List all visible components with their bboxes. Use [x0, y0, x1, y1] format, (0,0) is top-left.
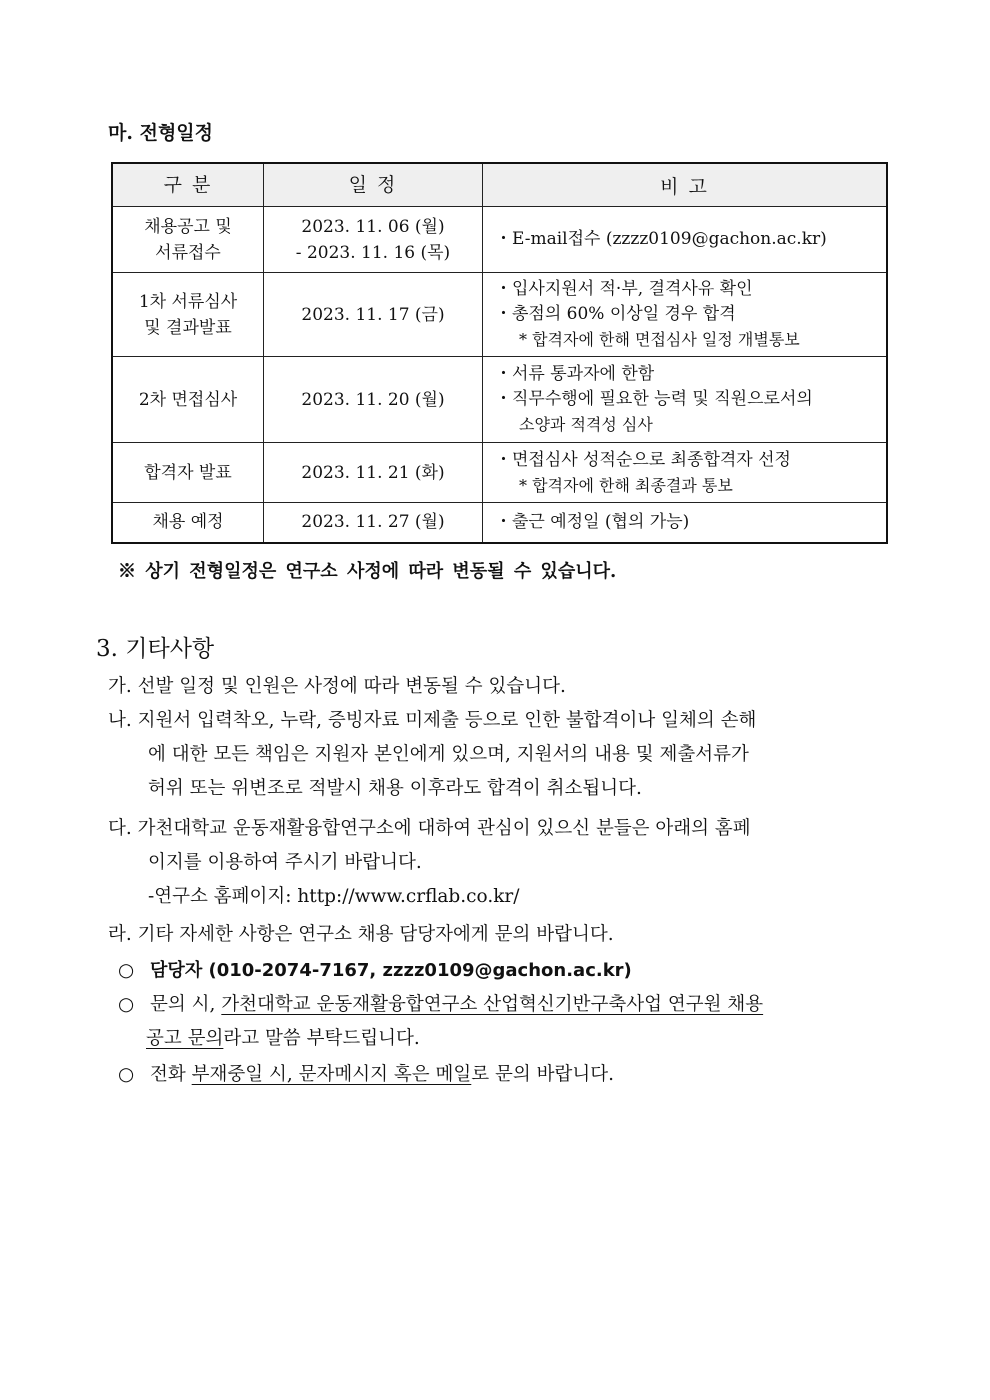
item-ga: 가. 선발 일정 및 인원은 사정에 따라 변동될 수 있습니다. [108, 676, 566, 697]
date-line: 2023. 11. 17 (금) [301, 304, 445, 325]
date-line: - 2023. 11. 16 (목) [295, 242, 451, 263]
item-na-line: 허위 또는 위변조로 적발시 채용 이후라도 합격이 취소됩니다. [148, 778, 642, 799]
header-stage: 구 분 [112, 163, 264, 207]
stage-cell [112, 273, 264, 357]
table-row [112, 357, 887, 443]
date-cell [264, 273, 483, 357]
note-line: ・면접심사 성적순으로 최종합격자 선정 [495, 449, 791, 470]
inquiry-underlined-2: 공고 문의 [146, 1028, 224, 1049]
table-row [112, 503, 887, 543]
stage-line: 서류접수 [155, 242, 221, 263]
stage-cell [112, 443, 264, 503]
stage-cell [112, 207, 264, 273]
circle-bullet-icon: ○ [118, 1064, 135, 1085]
table-row [112, 273, 887, 357]
circle-bullet-icon: ○ [118, 960, 135, 981]
note-line: ・서류 통과자에 한함 [495, 364, 655, 384]
date-line: 2023. 11. 20 (월) [301, 389, 445, 410]
table-header-row [112, 163, 887, 207]
stage-cell [112, 503, 264, 543]
item-na [108, 704, 898, 806]
date-cell [264, 207, 483, 273]
schedule-table [111, 162, 888, 544]
stage-line: 합격자 발표 [144, 462, 232, 483]
phone-bullet [118, 1058, 898, 1092]
schedule-note: ※ 상기 전형일정은 연구소 사정에 따라 변동될 수 있습니다. [118, 561, 617, 582]
stage-cell [112, 357, 264, 443]
item-na-line: 나. 지원서 입력착오, 누락, 증빙자료 미제출 등으로 인한 불합격이나 일체의 손해 [108, 710, 757, 731]
note-line: ・출근 예정일 (협의 가능) [495, 511, 690, 532]
date-cell [264, 503, 483, 543]
note-subline: 소양과 적격성 심사 [519, 415, 653, 434]
contact-text: 담당자 (010-2074-7167, zzzz0109@gachon.ac.kr) [150, 960, 632, 981]
header-notes: 비 고 [483, 163, 888, 207]
item-da-line: 다. 가천대학교 운동재활융합연구소에 대하여 관심이 있으신 분들은 아래의 홈페 [108, 818, 751, 839]
stage-line: 2차 면접심사 [138, 389, 238, 410]
stage-line: 채용공고 및 [144, 216, 232, 237]
notes-cell [483, 443, 888, 503]
notes-cell [483, 273, 888, 357]
note-line: ・총점의 60% 이상일 경우 합격 [495, 304, 736, 324]
contact-bullet [118, 954, 898, 988]
date-cell [264, 443, 483, 503]
note-subline: * 합격자에 한해 최종결과 통보 [519, 475, 733, 495]
notes-cell [483, 357, 888, 443]
item-ra: 라. 기타 자세한 사항은 연구소 채용 담당자에게 문의 바랍니다. [108, 924, 614, 945]
inquiry-underlined-1: 가천대학교 운동재활융합연구소 산업혁신기반구축사업 연구원 채용 [221, 994, 764, 1015]
circle-bullet-icon: ○ [118, 994, 135, 1015]
note-subline: * 합격자에 한해 면접심사 일정 개별통보 [519, 330, 800, 349]
stage-line: 채용 예정 [152, 512, 224, 533]
inquiry-bullet [118, 988, 898, 1056]
item-da-line: 이지를 이용하여 주시기 바랍니다. [148, 852, 422, 873]
date-line: 2023. 11. 06 (월) [301, 216, 445, 237]
stage-line: 1차 서류심사 [138, 291, 238, 312]
homepage-link[interactable]: -연구소 홈페이지: http://www.crflab.co.kr/ [148, 886, 520, 907]
inquiry-post: 라고 말씀 부탁드립니다. [223, 1028, 420, 1049]
note-line: ・E-mail접수 (zzzz0109@gachon.ac.kr) [495, 229, 827, 249]
date-line: 2023. 11. 21 (화) [301, 462, 445, 483]
date-line: 2023. 11. 27 (월) [301, 512, 445, 533]
section-ma-title: 마. 전형일정 [108, 122, 213, 144]
notes-cell [483, 207, 888, 273]
notes-cell [483, 503, 888, 543]
phone-post: 로 문의 바랍니다. [471, 1064, 615, 1085]
table-row [112, 207, 887, 273]
note-line: ・직무수행에 필요한 능력 및 직원으로서의 [495, 389, 813, 409]
phone-pre: 전화 [150, 1064, 192, 1085]
phone-underlined: 부재중일 시, 문자메시지 혹은 메일 [191, 1064, 472, 1085]
header-date: 일 정 [264, 163, 483, 207]
section-3-title: 3. 기타사항 [96, 636, 215, 662]
item-da [108, 812, 898, 914]
item-na-line: 에 대한 모든 책임은 지원자 본인에게 있으며, 지원서의 내용 및 제출서류가 [148, 744, 749, 765]
note-line: ・입사지원서 적·부, 결격사유 확인 [495, 279, 753, 299]
stage-line: 및 결과발표 [144, 317, 232, 338]
date-cell [264, 357, 483, 443]
table-row [112, 443, 887, 503]
inquiry-pre: 문의 시, [150, 994, 222, 1015]
